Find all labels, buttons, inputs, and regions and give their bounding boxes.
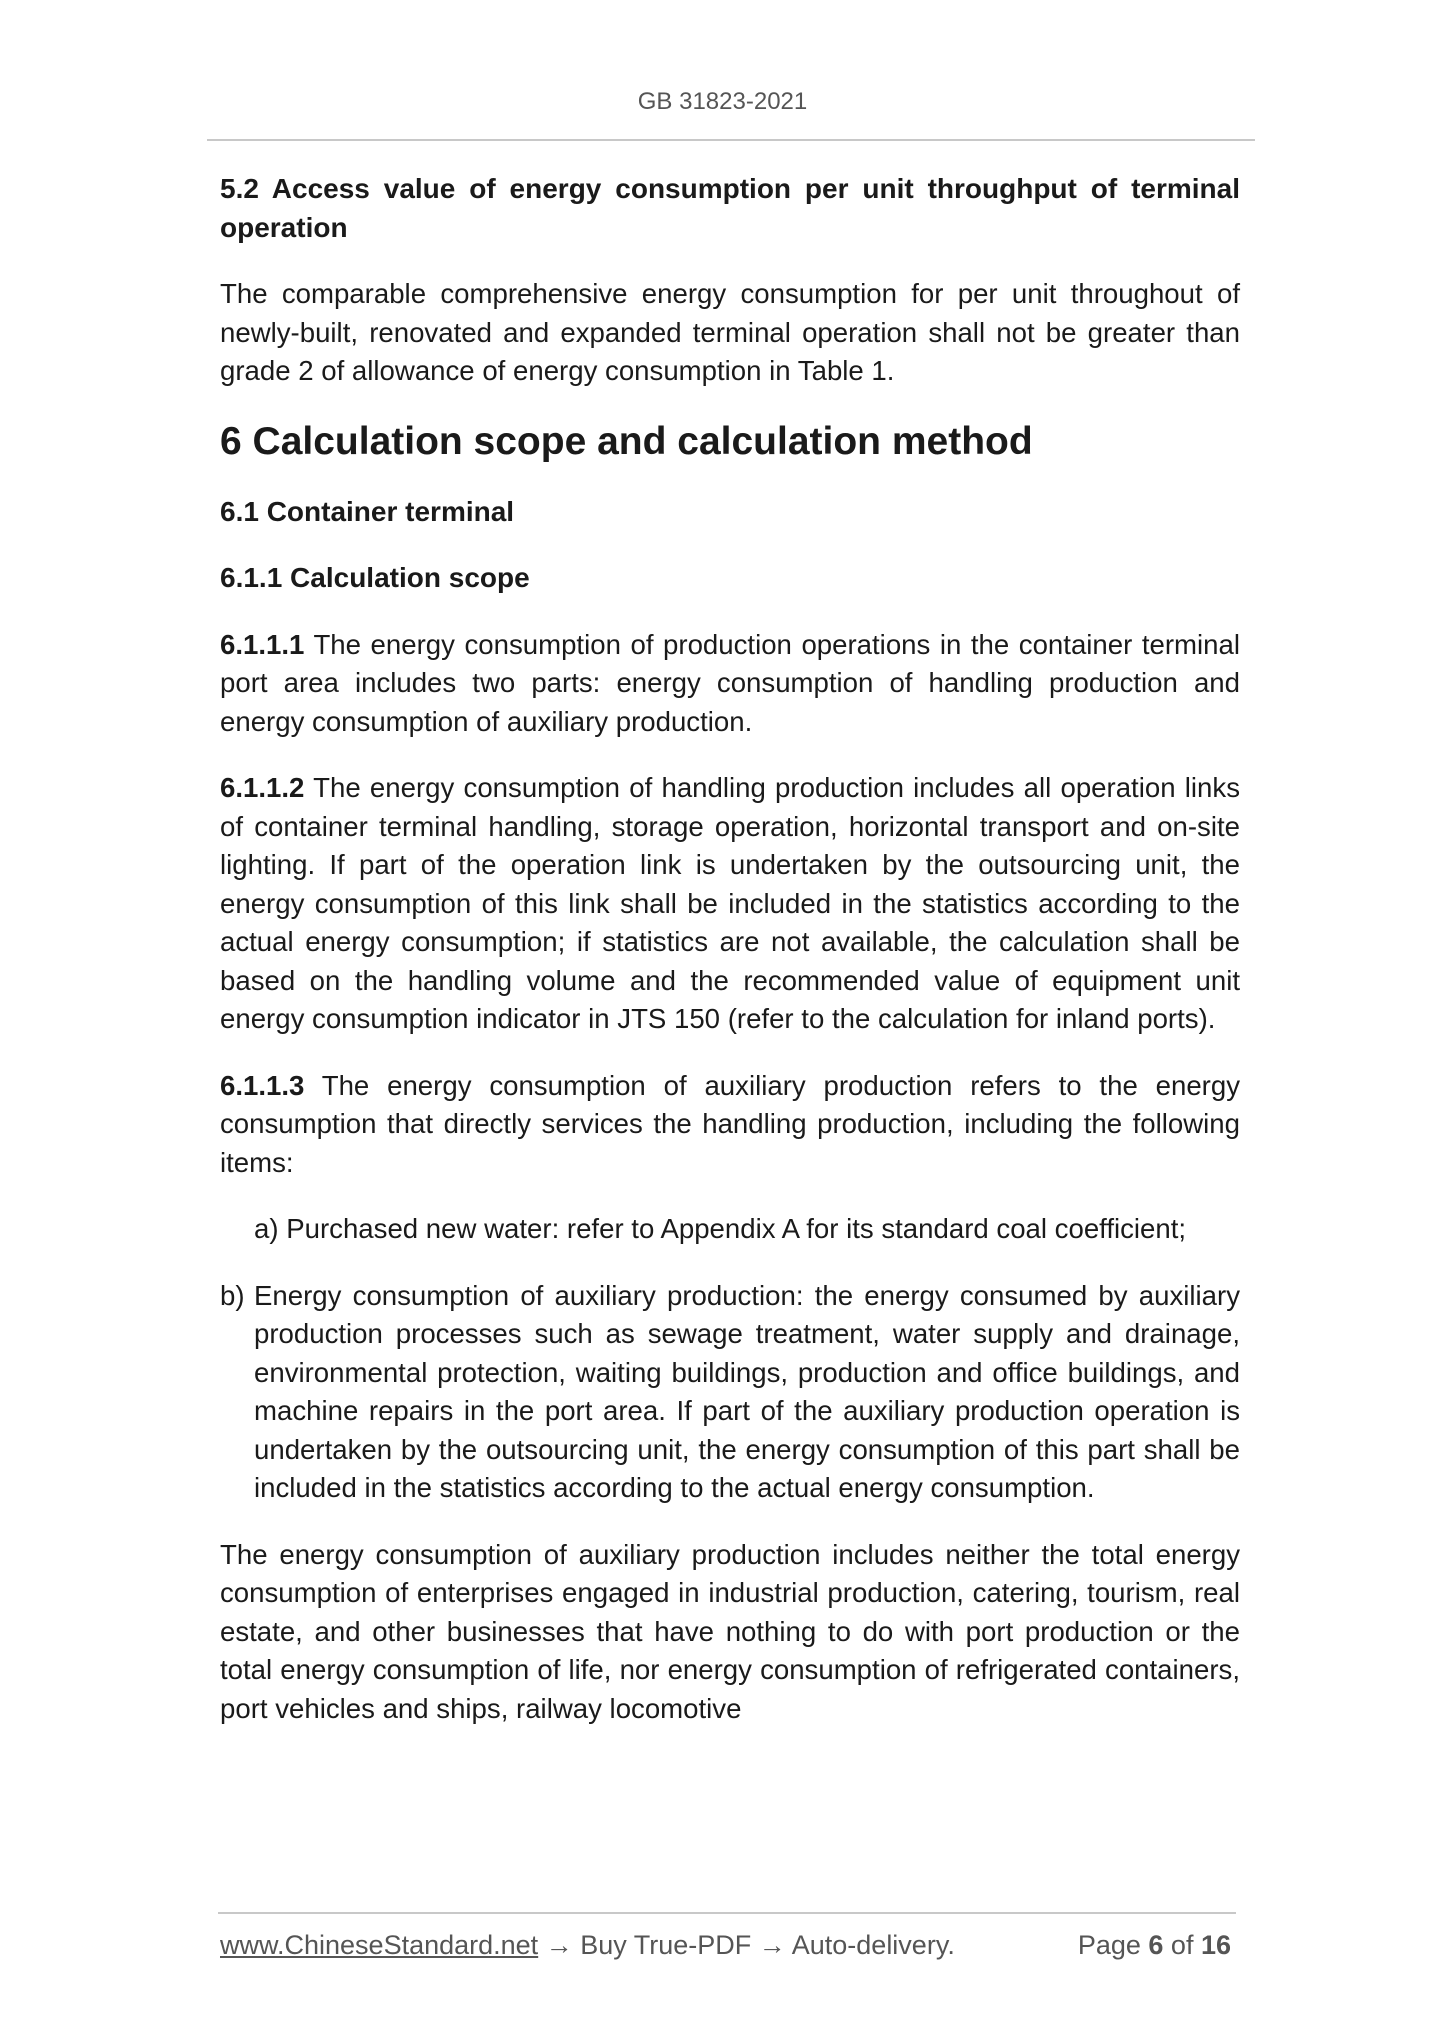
list-item-a [254, 1210, 1240, 1249]
section-6-1-1-heading: 6.1.1 Calculation scope [220, 562, 530, 593]
section-6-1-heading: 6.1 Container terminal [220, 495, 515, 527]
clause-6-1-1-3 [220, 1067, 1240, 1183]
section-5-2-heading: 5.2 Access value of energy consumption per unit throughput of terminal operation [220, 173, 1240, 243]
page-label: Page [1077, 1930, 1149, 1960]
page-of-label: of [1163, 1930, 1201, 1960]
website-link[interactable]: www.ChineseStandard.net [220, 1930, 539, 1960]
footer-divider [218, 1912, 1236, 1914]
section-6-heading: 6 Calculation scope and calculation method [220, 419, 1033, 463]
clause-number: 6.1.1.1 [220, 628, 305, 660]
page-current: 6 [1148, 1930, 1164, 1960]
list-item-text: Energy consumption of auxiliary production: the energy consumed by auxiliary production processes such as sewage treatment, water supply and drainage, environmental protection, waiting buildings, production and office buildings, and machine repairs in the port area. If part of the auxiliary production operation is undertaken by the outsourcing unit, the energy consumption of this part shall be included in the statistics according to the actual energy consumption. [254, 1279, 1240, 1503]
header-divider [207, 139, 1255, 141]
list-item-text: Purchased new water: refer to Appendix A for its standard coal coefficient; [286, 1213, 1187, 1244]
clause-text: The energy consumption of production operations in the container terminal port area includes two parts: energy consumption of handling production and energy consumption of auxiliary production. [220, 628, 1240, 737]
clause-text: The energy consumption of auxiliary production refers to the energy consumption that directly services the handling production, including the following items: [220, 1069, 1240, 1178]
clause-text: The energy consumption of handling production includes all operation links of container terminal handling, storage operation, horizontal transport and on-site lighting. If part of the operation link is undertaken by the outsourcing unit, the energy consumption of this link shall be included in the statistics according to the actual energy consumption; if statistics are not available, the calculation shall be based on the handling volume and the recommended value of equipment unit energy consumption indicator in JTS 150 (refer to the calculation for inland ports). [220, 772, 1240, 1034]
clause-number: 6.1.1.2 [220, 772, 305, 803]
list-marker: b) [220, 1279, 245, 1311]
section-5-2-paragraph: The comparable comprehensive energy consumption for per unit throughout of newly-built, renovated and expanded terminal operation shall not be greater than grade 2 of allowance of energy consumption in Table 1. [220, 278, 1240, 386]
closing-paragraph: The energy consumption of auxiliary production includes neither the total energy consumption of enterprises engaged in industrial production, catering, tourism, real estate, and other businesses that have nothing to do with port production or the total energy consumption of life, nor energy consumption of refrigerated containers, port vehicles and ships, railway locomotive [220, 1538, 1240, 1724]
page-header-title: GB 31823-2021 [637, 88, 808, 115]
page-total: 16 [1200, 1930, 1231, 1960]
clause-number: 6.1.1.3 [220, 1069, 305, 1101]
list-marker: a) [254, 1213, 279, 1244]
list-item-b [220, 1277, 1240, 1508]
footer-tagline: → Buy True-PDF → Auto-delivery. [538, 1930, 955, 1960]
footer-left [220, 1930, 955, 1961]
clause-6-1-1-1 [220, 626, 1240, 742]
page-indicator [1078, 1930, 1231, 1961]
document-body [220, 170, 1240, 1756]
clause-6-1-1-2 [220, 769, 1240, 1039]
